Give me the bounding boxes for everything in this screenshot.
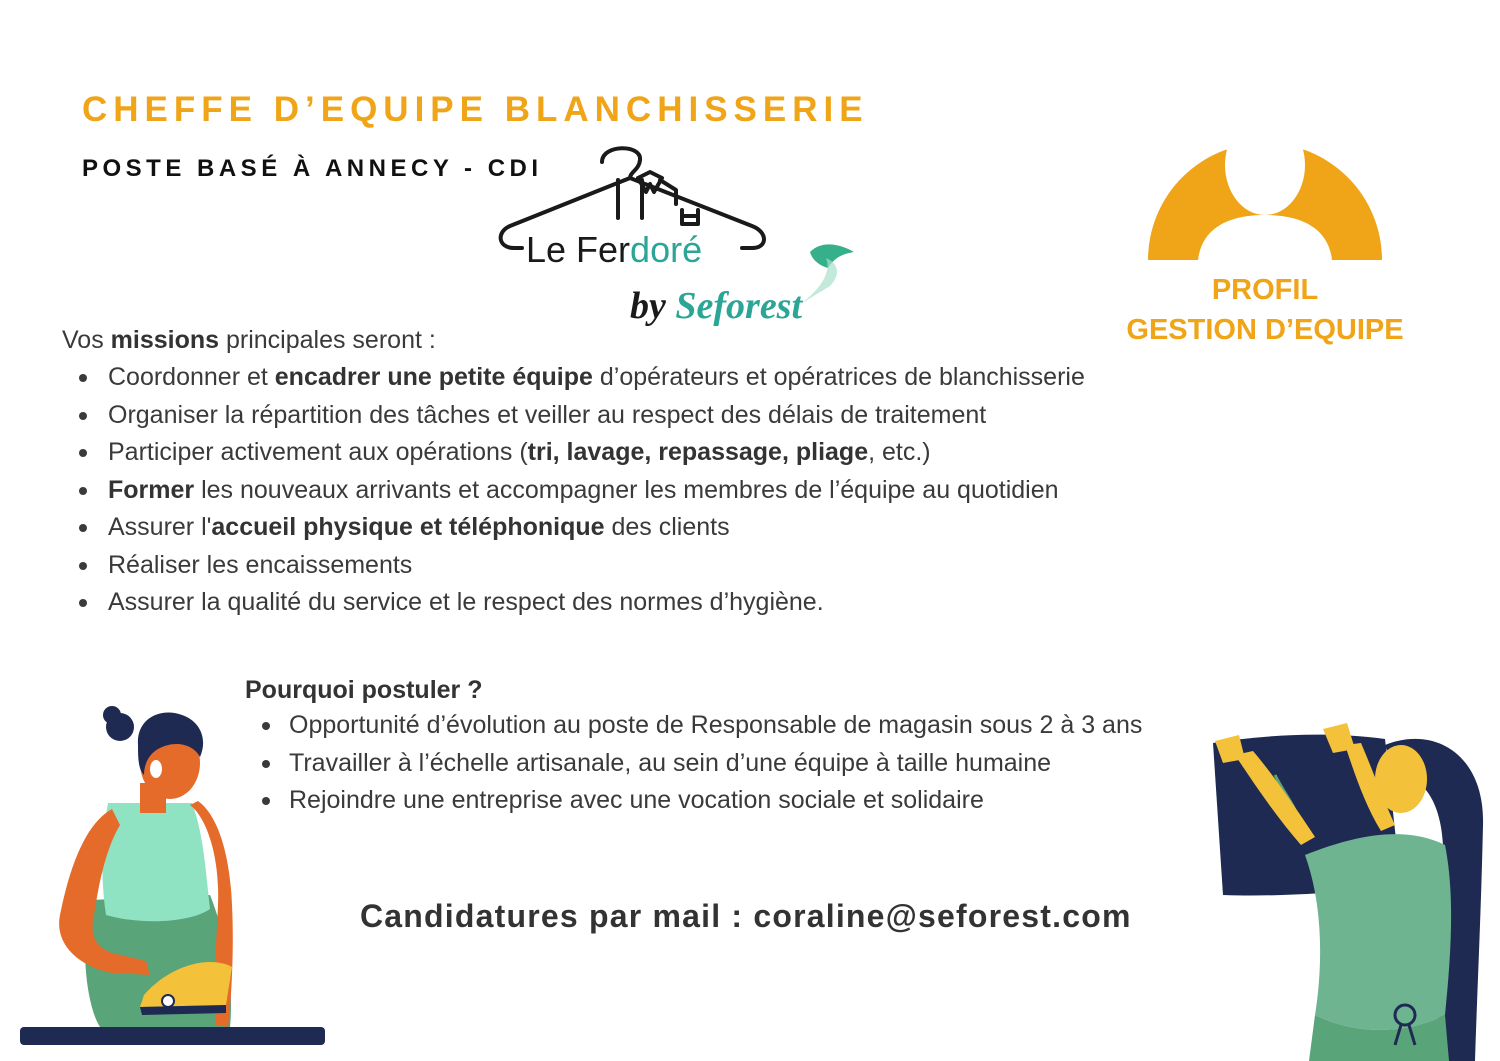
profile-label-line1: PROFIL bbox=[1211, 274, 1319, 306]
logo-brand-part1: Le Fer bbox=[526, 229, 631, 270]
why-apply-section bbox=[245, 676, 1142, 820]
list-item: Assurer la qualité du service et le respect des normes d’hygiène. bbox=[62, 584, 1085, 622]
company-logo bbox=[490, 140, 870, 340]
why-apply-heading: Pourquoi postuler ? bbox=[245, 676, 483, 704]
missions-intro: Vos missions principales seront : bbox=[62, 326, 436, 354]
profile-label-line2: GESTION D’EQUIPE bbox=[1126, 314, 1404, 346]
logo-brand-text bbox=[526, 229, 702, 270]
woman-ironing-illustration bbox=[20, 705, 330, 1050]
list-item: Opportunité d’évolution au poste de Responsable de magasin sous 2 à 3 ans bbox=[245, 707, 1142, 745]
list-item: Assurer l'accueil physique et téléphonique des clients bbox=[62, 509, 1085, 547]
list-item: Rejoindre une entreprise avec une vocation sociale et solidaire bbox=[245, 782, 1142, 820]
list-item: Participer activement aux opérations (tri, lavage, repassage, pliage, etc.) bbox=[62, 434, 1085, 472]
list-item: Travailler à l’échelle artisanale, au sein d’une équipe à taille humaine bbox=[245, 745, 1142, 783]
missions-list bbox=[62, 359, 1085, 622]
missions-section bbox=[62, 326, 1085, 622]
profile-block bbox=[1090, 75, 1440, 355]
logo-byline: by Seforest bbox=[630, 285, 803, 327]
list-item: Réaliser les encaissements bbox=[62, 547, 1085, 585]
page-title: CHEFFE D’EQUIPE BLANCHISSERIE bbox=[82, 90, 869, 129]
contact-line: Candidatures par mail : coraline@seforest.com bbox=[360, 898, 1132, 934]
page-subtitle: POSTE BASÉ À ANNECY - CDI bbox=[82, 155, 543, 182]
logo-brand-part2: doré bbox=[630, 229, 703, 270]
bird-icon bbox=[794, 244, 854, 308]
list-item: Organiser la répartition des tâches et veiller au respect des délais de traitement bbox=[62, 397, 1085, 435]
list-item: Former les nouveaux arrivants et accompagner les membres de l’équipe au quotidien bbox=[62, 472, 1085, 510]
list-item: Coordonner et encadrer une petite équipe d’opérateurs et opératrices de blanchisserie bbox=[62, 359, 1085, 397]
person-avatar-icon bbox=[1140, 75, 1390, 260]
profile-label bbox=[1090, 270, 1440, 350]
woman-hanging-cloth-illustration bbox=[1205, 715, 1495, 1061]
why-apply-list bbox=[245, 707, 1142, 820]
